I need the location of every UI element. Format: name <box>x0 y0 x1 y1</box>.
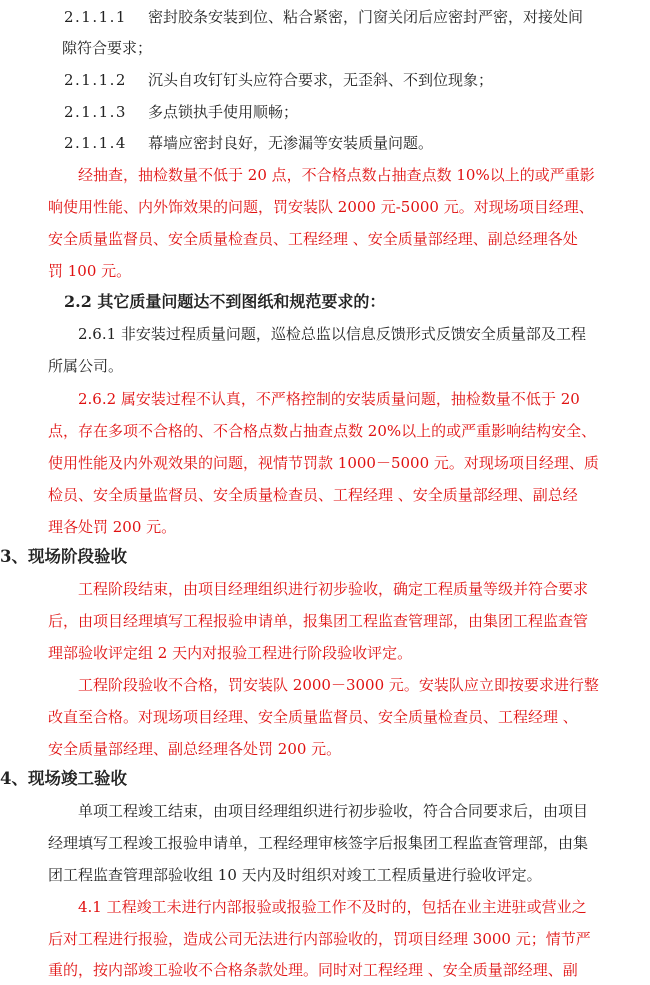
item-text: 多点锁执手使用顺畅； <box>148 103 299 121</box>
section-3-penalty-line: 工程阶段验收不合格，罚安装队 2000－3000 元。安装队应立即按要求进行整 <box>78 676 599 694</box>
section-heading-3: 3、现场阶段验收 <box>0 547 127 566</box>
item-number: 2.1.1.2 <box>64 71 127 89</box>
section-4-penalty-line: 重的，按内部竣工验收不合格条款处理。同时对工程经理 、安全质量部经理、副 <box>48 961 578 979</box>
paragraph-2-6-1-line: 2.6.1 非安装过程质量问题，巡检总监以信息反馈形式反馈安全质量部及工程 <box>78 325 586 343</box>
item-2-1-1-2 <box>64 65 650 95</box>
penalty-paragraph-line: 安全质量监督员、安全质量检查员、工程经理 、安全质量部经理、副总经理各处 <box>48 230 578 248</box>
item-text: 密封胶条安装到位、粘合紧密，门窗关闭后应密封严密，对接处间 <box>148 8 584 26</box>
penalty-paragraph-line: 经抽查，抽检数量不低于 20 点，不合格点数占抽查点数 10%以上的或严重影 <box>78 166 595 184</box>
section-4-penalty-line: 4.1 工程竣工未进行内部报验或报验工作不及时的，包括在业主进驻或营业之 <box>78 898 587 916</box>
item-2-1-1-1 <box>64 2 650 32</box>
section-4-paragraph-line: 单项工程竣工结束，由项目经理组织进行初步验收，符合合同要求后，由项目 <box>78 802 589 820</box>
penalty-paragraph-line: 响使用性能、内外饰效果的问题，罚安装队 2000 元-5000 元。对现场项目经理、 <box>48 198 594 216</box>
section-3-paragraph-line: 工程阶段结束，由项目经理组织进行初步验收，确定工程质量等级并符合要求 <box>78 580 589 598</box>
item-2-1-1-4 <box>64 128 650 158</box>
item-number: 2.1.1.1 <box>64 8 127 26</box>
section-heading-4: 4、现场竣工验收 <box>0 769 127 788</box>
section-4-paragraph-line: 经理填写工程竣工报验申请单，工程经理审核签字后报集团工程监查管理部，由集 <box>48 834 589 852</box>
item-number: 2.1.1.4 <box>64 134 127 152</box>
section-3-penalty-line: 改直至合格。对现场项目经理、安全质量监督员、安全质量检查员、工程经理 、 <box>48 708 578 726</box>
paragraph-2-6-1-line: 所属公司。 <box>48 357 124 375</box>
section-3-paragraph-line: 理部验收评定组 2 天内对报验工程进行阶段验收评定。 <box>48 644 413 662</box>
penalty-paragraph-line: 罚 100 元。 <box>48 262 132 280</box>
section-3-paragraph-line: 后，由项目经理填写工程报验申请单，报集团工程监查管理部，由集团工程监查管 <box>48 612 589 630</box>
paragraph-2-6-2-line: 点，存在多项不合格的、不合格点数占抽查点数 20%以上的或严重影响结构安全、 <box>48 422 597 440</box>
item-text: 隙符合要求； <box>62 39 153 57</box>
item-2-1-1-3 <box>64 97 650 127</box>
paragraph-2-6-2-line: 检员、安全质量监督员、安全质量检查员、工程经理 、安全质量部经理、副总经 <box>48 486 578 504</box>
section-heading-2-2: 2.2 其它质量问题达不到图纸和规范要求的： <box>64 292 386 311</box>
item-number: 2.1.1.3 <box>64 103 127 121</box>
item-text: 沉头自攻钉钉头应符合要求，无歪斜、不到位现象； <box>148 71 494 89</box>
paragraph-2-6-2-line: 理各处罚 200 元。 <box>48 518 177 536</box>
item-2-1-1-1-cont <box>62 33 650 63</box>
section-3-penalty-line: 安全质量部经理、副总经理各处罚 200 元。 <box>48 740 342 758</box>
paragraph-2-6-2-line: 使用性能及内外观效果的问题，视情节罚款 1000－5000 元。对现场项目经理、质 <box>48 454 599 472</box>
section-4-paragraph-line: 团工程监查管理部验收组 10 天内及时组织对竣工工程质量进行验收评定。 <box>48 866 542 884</box>
section-4-penalty-line: 后对工程进行报验，造成公司无法进行内部验收的，罚项目经理 3000 元；情节严 <box>48 930 591 948</box>
paragraph-2-6-2-line: 2.6.2 属安装过程不认真，不严格控制的安装质量问题，抽检数量不低于 20 <box>78 390 580 408</box>
item-text: 幕墙应密封良好，无渗漏等安装质量问题。 <box>148 134 434 152</box>
